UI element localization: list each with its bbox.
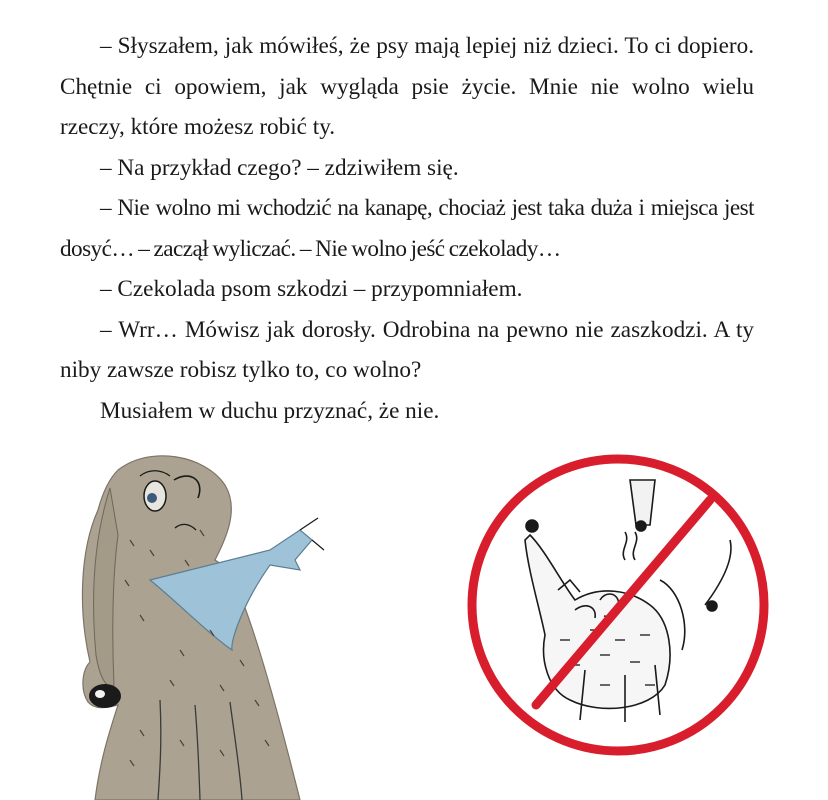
illustrations (0, 440, 828, 800)
paragraph: Musiałem w duchu przyznać, że nie. (100, 397, 440, 424)
paragraph: – Słyszałem, jak mówiłeś, że psy mają lepiej niż dzieci. To ci dopiero. Chętnie ci opowiem, jak wygląda psie życie. Mnie nie wolno wielu rzeczy, które możesz robić ty. (60, 33, 754, 140)
dog-nose (89, 684, 121, 708)
dog-with-scarf-illustration (82, 456, 324, 800)
paragraph: – Na przykład czego? – zdziwiłem się. (100, 154, 459, 181)
paragraph: – Czekolada psom szkodzi – przypomniałem. (100, 276, 523, 302)
no-dog-on-sofa-sign (472, 459, 764, 751)
dog-head (82, 456, 300, 800)
story-text (60, 26, 754, 431)
paragraph: – Nie wolno mi wchodzić na kanapę, chociaż jest taka duża i miejsca jest dosyć… – zaczął wyliczać. – Nie wolno jeść czekolady… (60, 195, 754, 262)
paragraph: – Wrr… Mówisz jak dorosły. Odrobina na pewno nie zaszkodzi. A ty niby zawsze robisz tylko to, co wolno? (60, 316, 754, 383)
